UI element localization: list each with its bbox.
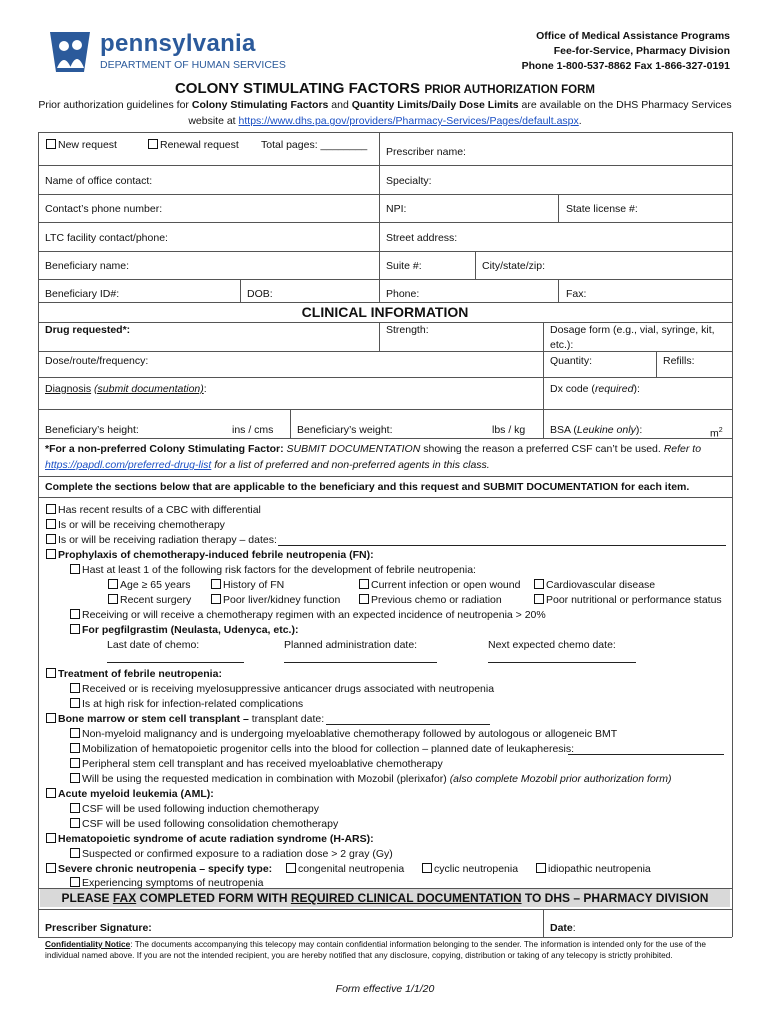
cbc-checkbox[interactable] — [46, 504, 261, 517]
drug-requested-field[interactable]: Drug requested*: — [45, 324, 131, 336]
intro-text-5: . — [578, 115, 582, 127]
bmt-date-label: transplant date: — [251, 713, 325, 725]
checkbox-box[interactable] — [70, 803, 80, 813]
bsa-end: ): — [635, 424, 643, 436]
signature-date-colon: : — [572, 922, 576, 934]
bsa-unit-sup: 2 — [718, 427, 723, 434]
street-address-field[interactable]: Street address: — [386, 232, 458, 244]
high-risk-checkbox[interactable] — [70, 698, 303, 711]
height-field[interactable]: Beneficiary’s height: — [45, 424, 139, 436]
checkbox-box[interactable] — [211, 579, 221, 589]
office-name: Office of Medical Assistance Programs — [536, 30, 730, 42]
hars-checkbox[interactable] — [46, 833, 374, 846]
cyclic-label: cyclic neutropenia — [434, 863, 519, 875]
checkbox-box[interactable] — [46, 668, 56, 678]
cardiovascular-checkbox[interactable] — [534, 579, 655, 592]
pharmacy-services-link[interactable]: https://www.dhs.pa.gov/providers/Pharmacy-Services/Pages/default.aspx — [238, 115, 579, 127]
consolidation-checkbox[interactable] — [70, 818, 338, 831]
cyclic-checkbox[interactable] — [422, 863, 518, 876]
diagnosis-field[interactable] — [45, 383, 207, 396]
keystone-family-icon — [44, 28, 96, 74]
fn-prophylaxis-label: Prophylaxis of chemotherapy-induced febrile neutropenia (FN): — [58, 549, 374, 561]
last-chemo-label: Last date of chemo: — [107, 639, 200, 651]
checkbox-box[interactable] — [536, 863, 546, 873]
scn-label: Severe chronic neutropenia – specify type: — [58, 863, 273, 875]
chemo-checkbox[interactable] — [46, 519, 225, 532]
diagnosis-note: (submit documentation) — [94, 383, 204, 395]
mozobil-label: Will be using the requested medication in combination with Mozobil (plerixafor) — [82, 773, 447, 785]
mozobil-note: (also complete Mozobil prior authorization form) — [449, 773, 672, 785]
np-text: showing the reason a preferred CSF can’t be used. — [423, 443, 661, 455]
logo-brand: pennsylvania — [100, 30, 256, 57]
next-chemo-line[interactable] — [488, 662, 636, 663]
previous-chemo-checkbox[interactable] — [359, 594, 502, 607]
checkbox-box[interactable] — [148, 139, 158, 149]
non-preferred-note-line-1 — [45, 443, 701, 456]
checkbox-box[interactable] — [46, 833, 56, 843]
banner-text-3: TO DHS – PHARMACY DIVISION — [524, 891, 709, 905]
contact-phone-field[interactable]: Contact’s phone number: — [45, 203, 163, 215]
dx-code-end: ): — [633, 383, 640, 395]
high-risk-label: Is at high risk for infection-related complications — [82, 698, 304, 710]
radiation-exposure-checkbox[interactable] — [70, 848, 393, 861]
ltc-contact-field[interactable]: LTC facility contact/phone: — [45, 232, 168, 244]
preferred-drug-list-link[interactable]: https://papdl.com/preferred-drug-list — [45, 459, 212, 471]
phone-field[interactable]: Phone: — [386, 288, 420, 300]
checkbox-box[interactable] — [46, 519, 56, 529]
intro-bold-2: Quantity Limits/Daily Dose Limits — [351, 99, 519, 111]
checkbox-box[interactable] — [534, 594, 544, 604]
confidentiality-notice — [45, 939, 706, 961]
cardiovascular-label: Cardiovascular disease — [546, 579, 656, 591]
previous-chemo-label: Previous chemo or radiation — [371, 594, 502, 606]
checkbox-box[interactable] — [46, 549, 56, 559]
peripheral-stem-cell-label: Peripheral stem cell transplant and has received myeloablative chemotherapy — [82, 758, 443, 770]
surgery-label: Recent surgery — [120, 594, 192, 606]
non-preferred-note-line-2 — [45, 459, 490, 472]
checkbox-box[interactable] — [70, 564, 80, 574]
fax-banner-text — [0, 891, 770, 905]
state-license-field[interactable]: State license #: — [566, 203, 638, 215]
dosage-form-label-2: etc.): — [550, 339, 574, 351]
phone-fax: Phone 1-800-537-8862 Fax 1-866-327-0191 — [521, 60, 730, 72]
cbc-label: Has recent results of a CBC with differential — [58, 504, 261, 516]
radiation-dates-line[interactable] — [278, 545, 726, 546]
checkbox-box[interactable] — [46, 863, 56, 873]
intro-line-2 — [0, 115, 770, 128]
office-contact-field[interactable]: Name of office contact: — [45, 175, 153, 187]
division-name: Fee-for-Service, Pharmacy Division — [553, 45, 730, 57]
age-label: Age ≥ 65 years — [120, 579, 191, 591]
signature-date-label: Date — [550, 922, 573, 934]
risk-factors-label: Hast at least 1 of the following risk factors for the development of febrile neutropenia: — [82, 564, 476, 576]
sections-instruction: Complete the sections below that are applicable to the beneficiary and this request and SUBMIT DOCUMENTATION for each item. — [45, 481, 690, 493]
city-state-zip-field[interactable]: City/state/zip: — [482, 260, 546, 272]
banner-text-1: PLEASE — [61, 891, 110, 905]
checkbox-box[interactable] — [46, 534, 56, 544]
dx-code-note: required — [594, 383, 634, 395]
checkbox-box[interactable] — [46, 139, 56, 149]
bsa-note: Leukine only — [576, 424, 636, 436]
checkbox-box[interactable] — [70, 698, 80, 708]
neutropenia-symptoms-label: Experiencing symptoms of neutropenia — [82, 877, 264, 889]
clinical-heading: CLINICAL INFORMATION — [301, 304, 469, 320]
aml-checkbox[interactable] — [46, 788, 214, 801]
fn-treatment-checkbox[interactable] — [46, 668, 222, 681]
checkbox-box[interactable] — [70, 609, 80, 619]
form-effective-date: Form effective 1/1/20 — [335, 983, 435, 995]
dob-field[interactable]: DOB: — [247, 288, 273, 300]
new-request-checkbox[interactable] — [46, 139, 117, 152]
nutrition-checkbox[interactable] — [534, 594, 722, 607]
checkbox-box[interactable] — [422, 863, 432, 873]
total-pages-field[interactable]: Total pages: ________ — [261, 139, 368, 151]
mobilization-label: Mobilization of hematopoietic progenitor cells into the blood for collection – planned date of leukapheresis: — [82, 743, 575, 755]
bmt-checkbox[interactable] — [46, 713, 324, 726]
pegfilgrastim-label: For pegfilgrastim (Neulasta, Udenyca, etc.): — [82, 624, 299, 636]
fn-prophylaxis-checkbox[interactable] — [46, 549, 374, 562]
non-myeloid-label: Non-myeloid malignancy and is undergoing myeloablative chemotherapy followed by autologous or allogeneic BMT — [82, 728, 618, 740]
intro-text-2: and — [331, 99, 349, 111]
strength-field[interactable]: Strength: — [386, 324, 429, 336]
dhs-logo — [44, 28, 284, 76]
suite-field[interactable]: Suite #: — [386, 260, 422, 272]
bsa-unit — [710, 424, 723, 441]
checkbox-box[interactable] — [359, 594, 369, 604]
checkbox-box[interactable] — [211, 594, 221, 604]
idiopathic-checkbox[interactable] — [536, 863, 651, 876]
last-chemo-line[interactable] — [107, 662, 244, 663]
intro-line-1 — [0, 99, 770, 112]
scn-checkbox[interactable] — [46, 863, 272, 876]
liver-kidney-checkbox[interactable] — [211, 594, 340, 607]
form-title-main: COLONY STIMULATING FACTORS — [174, 80, 420, 97]
transplant-date-line[interactable] — [326, 724, 490, 725]
confidentiality-text-1: : The documents accompanying this telecopy may contain confidential information belonging to the sender. The information is intended only for the use of the — [130, 939, 707, 949]
np-italic-2: Refer to — [663, 443, 702, 455]
bsa-field[interactable] — [550, 424, 642, 437]
dx-code-field[interactable] — [550, 383, 640, 396]
fn-treatment-label: Treatment of febrile neutropenia: — [58, 668, 222, 680]
checkbox-box[interactable] — [108, 594, 118, 604]
infection-checkbox[interactable] — [359, 579, 520, 592]
congenital-label: congenital neutropenia — [298, 863, 405, 875]
beneficiary-name-field[interactable]: Beneficiary name: — [45, 260, 130, 272]
checkbox-box[interactable] — [46, 788, 56, 798]
checkbox-box[interactable] — [46, 713, 56, 723]
non-myeloid-checkbox[interactable] — [70, 728, 617, 741]
history-fn-label: History of FN — [223, 579, 285, 591]
induction-checkbox[interactable] — [70, 803, 319, 816]
age-checkbox[interactable] — [108, 579, 191, 592]
checkbox-box[interactable] — [70, 773, 80, 783]
pegfilgrastim-checkbox[interactable] — [70, 624, 298, 637]
weight-field[interactable]: Beneficiary’s weight: — [297, 424, 393, 436]
diagnosis-label: Diagnosis — [45, 383, 92, 395]
infection-label: Current infection or open wound — [371, 579, 521, 591]
checkbox-box[interactable] — [70, 624, 80, 634]
intro-text-4: website at — [188, 115, 236, 127]
new-request-label: New request — [58, 139, 117, 151]
checkbox-box[interactable] — [534, 579, 544, 589]
peripheral-stem-cell-checkbox[interactable] — [70, 758, 443, 771]
hars-label: Hematopoietic syndrome of acute radiation syndrome (H-ARS): — [58, 833, 374, 845]
form-title-sub: PRIOR AUTHORIZATION FORM — [424, 84, 596, 96]
intro-text-3: are available on the DHS Pharmacy Services — [521, 99, 732, 111]
checkbox-box[interactable] — [70, 848, 80, 858]
checkbox-box[interactable] — [359, 579, 369, 589]
risk-factors-checkbox[interactable] — [70, 564, 476, 577]
radiation-exposure-label: Suspected or confirmed exposure to a radiation dose > 2 gray (Gy) — [82, 848, 393, 860]
checkbox-box[interactable] — [70, 683, 80, 693]
mozobil-checkbox[interactable] — [70, 773, 671, 786]
checkbox-box[interactable] — [70, 818, 80, 828]
diagnosis-colon: : — [203, 383, 207, 395]
checkbox-box[interactable] — [46, 504, 56, 514]
quantity-field[interactable]: Quantity: — [550, 355, 593, 367]
surgery-checkbox[interactable] — [108, 594, 191, 607]
weight-unit: lbs / kg — [492, 424, 526, 436]
planned-admin-line[interactable] — [284, 662, 437, 663]
bsa-label: BSA ( — [550, 424, 577, 436]
regimen-checkbox[interactable] — [70, 609, 546, 622]
checkbox-box[interactable] — [108, 579, 118, 589]
bmt-label: Bone marrow or stem cell transplant – — [58, 713, 249, 725]
renewal-request-checkbox[interactable] — [148, 139, 239, 152]
radiation-label: Is or will be receiving radiation therapy – dates: — [58, 534, 277, 546]
signature-date-field[interactable] — [550, 922, 576, 935]
idiopathic-label: idiopathic neutropenia — [548, 863, 651, 875]
intro-text-1: Prior authorization guidelines for — [38, 99, 189, 111]
checkbox-box[interactable] — [70, 743, 80, 753]
dose-route-frequency-field[interactable]: Dose/route/frequency: — [45, 355, 149, 367]
logo-dept: DEPARTMENT OF HUMAN SERVICES — [100, 59, 286, 71]
npi-field[interactable]: NPI: — [386, 203, 407, 215]
np-italic-3: for a list of preferred and non-preferred agents in this class. — [214, 459, 490, 471]
checkbox-box[interactable] — [70, 877, 80, 887]
nutrition-label: Poor nutritional or performance status — [546, 594, 722, 606]
myelosuppressive-label: Received or is receiving myelosuppressive anticancer drugs associated with neutropenia — [82, 683, 495, 695]
myelosuppressive-checkbox[interactable] — [70, 683, 494, 696]
liver-kidney-label: Poor liver/kidney function — [223, 594, 341, 606]
dosage-form-field[interactable] — [550, 324, 715, 352]
checkbox-box[interactable] — [70, 758, 80, 768]
aml-label: Acute myeloid leukemia (AML): — [58, 788, 214, 800]
dosage-form-label-1: Dosage form (e.g., vial, syringe, kit, — [550, 324, 715, 336]
banner-text-2: COMPLETED FORM WITH — [139, 891, 288, 905]
specialty-field[interactable]: Specialty: — [386, 175, 432, 187]
radiation-checkbox[interactable] — [46, 534, 277, 547]
consolidation-label: CSF will be used following consolidation chemotherapy — [82, 818, 339, 830]
banner-required: REQUIRED CLINICAL DOCUMENTATION — [290, 891, 522, 905]
regimen-label: Receiving or will receive a chemotherapy regimen with an expected incidence of neutropenia > 20% — [82, 609, 546, 621]
confidentiality-title: Confidentiality Notice — [45, 939, 131, 949]
banner-fax: FAX — [112, 891, 137, 905]
prescriber-signature-field[interactable]: Prescriber Signature: — [45, 922, 152, 934]
checkbox-box[interactable] — [286, 863, 296, 873]
history-fn-checkbox[interactable] — [211, 579, 284, 592]
induction-label: CSF will be used following induction chemotherapy — [82, 803, 319, 815]
next-chemo-label: Next expected chemo date: — [488, 639, 616, 651]
renewal-request-label: Renewal request — [160, 139, 239, 151]
mobilization-checkbox[interactable] — [70, 743, 574, 756]
refills-field[interactable]: Refills: — [663, 355, 695, 367]
height-unit: ins / cms — [232, 424, 274, 436]
dx-code-label: Dx code ( — [550, 383, 595, 395]
form-title — [0, 80, 770, 98]
np-italic-1: SUBMIT DOCUMENTATION — [286, 443, 421, 455]
confidentiality-text-2: individual named above. If you are not the intended recipient, you are hereby notified that any disclosure, copying, distribution or taking of any telecopy is strictly prohibited. — [45, 950, 673, 960]
planned-admin-label: Planned administration date: — [284, 639, 418, 651]
checkbox-box[interactable] — [70, 728, 80, 738]
np-bold: *For a non-preferred Colony Stimulating Factor: — [45, 443, 284, 455]
prescriber-name-field[interactable]: Prescriber name: — [386, 146, 466, 158]
leukapheresis-date-line[interactable] — [568, 754, 724, 755]
chemo-label: Is or will be receiving chemotherapy — [58, 519, 225, 531]
intro-bold-1: Colony Stimulating Factors — [191, 99, 329, 111]
beneficiary-id-field[interactable]: Beneficiary ID#: — [45, 288, 120, 300]
congenital-checkbox[interactable] — [286, 863, 404, 876]
bsa-unit-m: m — [710, 427, 719, 440]
fax-field[interactable]: Fax: — [566, 288, 587, 300]
